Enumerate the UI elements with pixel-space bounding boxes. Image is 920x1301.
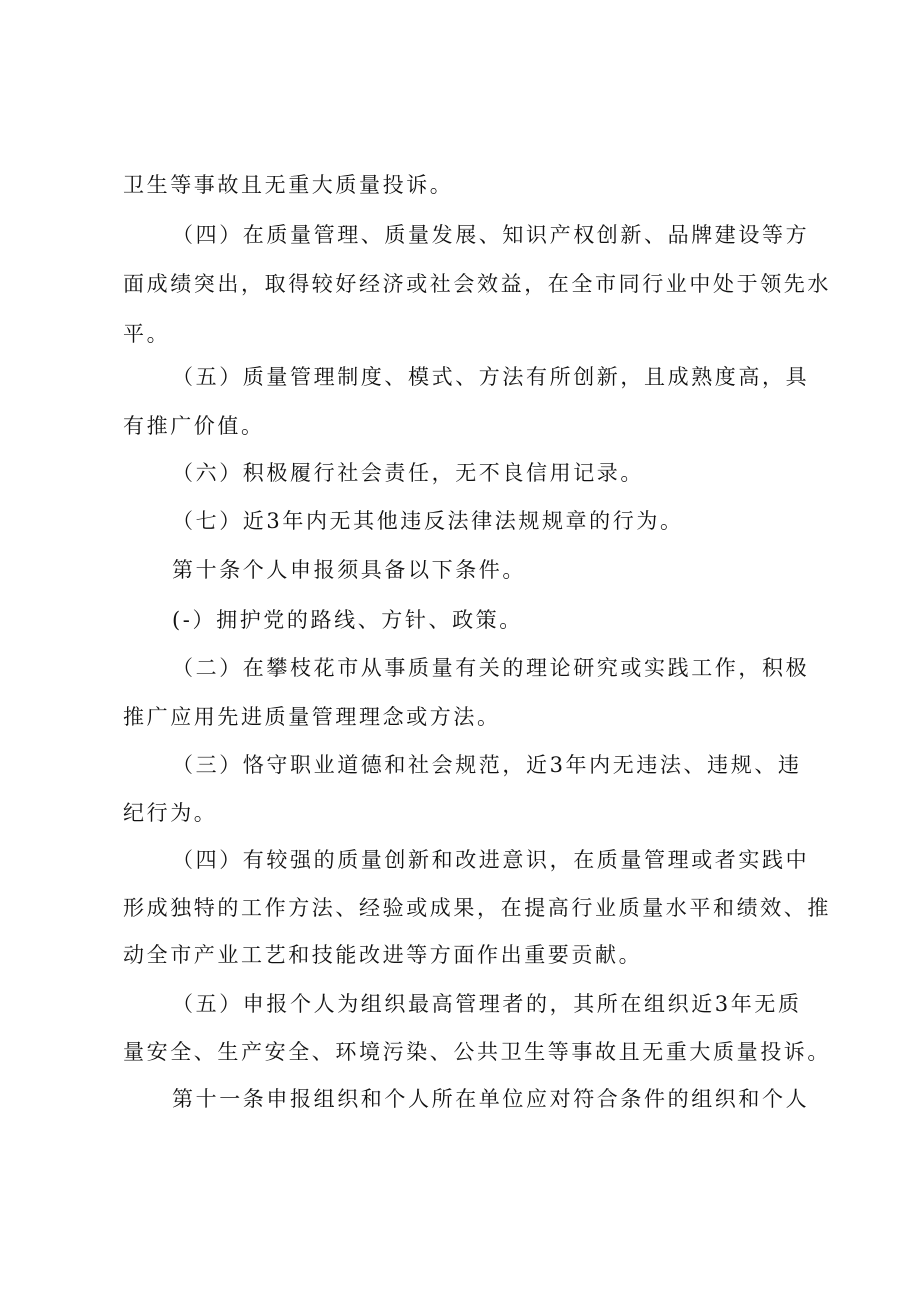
text-line: （五）申报个人为组织最高管理者的，其所在组织近3年无质	[172, 992, 802, 1016]
text-line: (-）拥护党的路线、方针、政策。	[172, 608, 523, 632]
text-line: 第十条个人申报须具备以下条件。	[172, 558, 526, 582]
text-line: 纪行为。	[123, 801, 218, 825]
text-line: （五）质量管理制度、模式、方法有所创新，且成熟度高，具	[172, 365, 810, 389]
text-line: 形成独特的工作方法、经验或成果，在提高行业质量水平和绩效、推	[123, 896, 831, 920]
text-line: 卫生等事故且无重大质量投诉。	[123, 173, 454, 197]
text-line: （六）积极履行社会责任，无不良信用记录。	[172, 461, 644, 485]
text-line: （四）在质量管理、质量发展、知识产权创新、品牌建设等方	[172, 223, 810, 247]
text-line: 第十一条申报组织和个人所在单位应对符合条件的组织和个人	[172, 1087, 810, 1111]
text-line: 推广应用先进质量管理理念或方法。	[123, 705, 501, 729]
text-line: （七）近3年内无其他违反法律法规规章的行为。	[172, 509, 684, 533]
text-line: 动全市产业工艺和技能改进等方面作出重要贡献。	[123, 943, 643, 967]
text-line: 平。	[123, 322, 171, 346]
text-line: 有推广价值。	[123, 414, 265, 438]
text-line: 面成绩突出，取得较好经济或社会效益，在全市同行业中处于领先水	[123, 272, 831, 296]
text-line: （二）在攀枝花市从事质量有关的理论研究或实践工作，积极	[172, 656, 810, 680]
text-line: 量安全、生产安全、环境污染、公共卫生等事故且无重大质量投诉。	[123, 1040, 831, 1064]
text-line: （四）有较强的质量创新和改进意识，在质量管理或者实践中	[172, 848, 810, 872]
text-line: （三）恪守职业道德和社会规范，近3年内无违法、违规、违	[172, 753, 802, 777]
